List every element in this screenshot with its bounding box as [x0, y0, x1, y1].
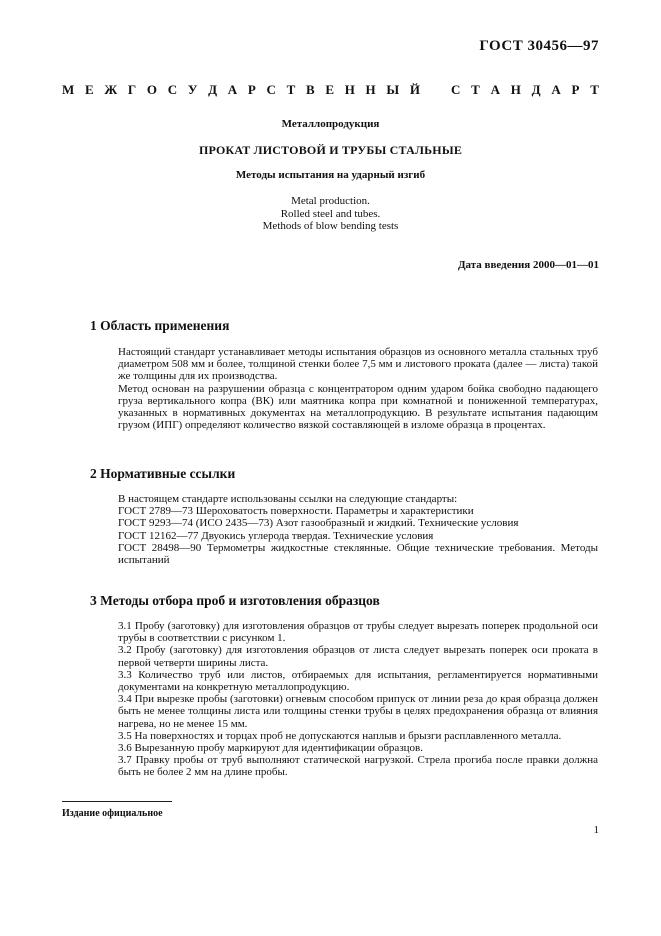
footer-divider: [62, 801, 172, 802]
clause-3-1: 3.1 Пробу (заготовку) для изготовления образцов от трубы следует вырезать поперек продольной оси трубы в соответствии с рисунком 1.: [118, 620, 598, 645]
section-1-paragraph-2: Метод основан на разрушении образца с концентратором одним ударом бойка свободно падающего груза вертикального копра (ВК) или маятника копра при комнатной и пониженной температурах, указанных в нормативных документах на металлопродукцию. В результате испытания падающим грузом (ИПГ) определяют количество вязкой составляющей в изломе образца в процентах.: [118, 382, 598, 432]
document-code: ГОСТ 30456—97: [479, 38, 599, 54]
banner-letter: Е: [325, 82, 334, 97]
banner-letter: Н: [344, 82, 355, 97]
reference-item: ГОСТ 2789—73 Шероховатость поверхности. Параметры и характеристики: [118, 505, 474, 518]
references-intro: В настоящем стандарте использованы ссылки на следующие стандарты:: [118, 493, 458, 505]
banner-letter: С: [167, 82, 178, 97]
banner-letter: А: [490, 82, 500, 97]
banner-letter: Н: [510, 82, 521, 97]
section-3-heading: 3 Методы отбора проб и изготовления образцов: [90, 593, 380, 608]
banner-letter: Ж: [104, 82, 118, 97]
reference-item: ГОСТ 28498—90 Термометры жидкостные стеклянные. Общие технические требования. Методы испытаний: [118, 541, 598, 567]
banner-letter: М: [62, 82, 75, 97]
banner-letter: Ы: [386, 82, 400, 97]
clause-3-2: 3.2 Пробу (заготовку) для изготовления образцов от листа следует вырезать поперек оси проката в первой четверти ширины листа.: [118, 644, 598, 669]
section-3-body: [90, 620, 598, 779]
section-1-heading: 1 Область применения: [90, 318, 230, 333]
english-title-line-1: Metal production.: [291, 195, 370, 207]
banner-letter: А: [551, 82, 561, 97]
category: Металлопродукция: [281, 118, 380, 130]
banner-letter: Й: [409, 82, 420, 97]
banner-letter: В: [305, 82, 315, 97]
english-title: [62, 195, 599, 233]
banner-word-standard: [451, 82, 599, 98]
banner-letter: Р: [571, 82, 580, 97]
clause-3-5: 3.5 На поверхностях и торцах проб не допускаются наплыв и брызги расплавленного металла.: [118, 729, 562, 742]
page-number: 1: [593, 824, 599, 836]
section-2-heading: 2 Нормативные ссылки: [90, 466, 236, 481]
banner-letter: Д: [208, 82, 218, 97]
banner-letter: Д: [531, 82, 541, 97]
clause-3-6: 3.6 Вырезанную пробу маркируют для идентификации образцов.: [118, 742, 423, 755]
banner-letter: У: [187, 82, 198, 97]
reference-item: ГОСТ 9293—74 (ИСО 2435—73) Азот газообразный и жидкий. Технические условия: [118, 517, 519, 530]
english-title-line-2: Rolled steel and tubes.: [280, 207, 381, 220]
banner-letter: Т: [590, 82, 599, 97]
banner-letter: Н: [365, 82, 376, 97]
official-edition-label: Издание официальное: [62, 808, 163, 819]
banner-word-interstate: [62, 82, 420, 98]
document-title: ПРОКАТ ЛИСТОВОЙ И ТРУБЫ СТАЛЬНЫЕ: [198, 143, 463, 157]
banner-letter: А: [227, 82, 238, 97]
section-1-body: [90, 346, 598, 431]
banner-letter: С: [451, 82, 461, 97]
banner-letter: Е: [84, 82, 94, 97]
section-1-paragraph-1: Настоящий стандарт устанавливает методы испытания образцов из основного металла стальных труб диаметром 508 мм и более, толщиной стенки более 7,5 мм и листового проката (далее — листа) такой же толщины для их производства.: [118, 346, 598, 383]
banner-letter: Т: [471, 82, 480, 97]
banner-letter: Т: [286, 82, 296, 97]
document-subtitle: Методы испытания на ударный изгиб: [235, 169, 426, 181]
banner-letter: Р: [247, 82, 256, 97]
standard-banner: [62, 82, 599, 98]
clause-3-7: 3.7 Правку пробы от труб выполняют статической нагрузкой. Стрела прогиба после правки должна быть не более 2 мм на длине пробы.: [118, 754, 598, 779]
section-2-body: [90, 493, 598, 566]
introduction-date: Дата введения 2000—01—01: [457, 259, 599, 271]
banner-letter: О: [146, 82, 158, 97]
clause-3-3: 3.3 Количество труб или листов, отбираемых для испытания, регламентируется нормативными документами на конкретную металлопродукцию.: [118, 668, 598, 694]
banner-letter: Г: [127, 82, 137, 97]
banner-letter: С: [266, 82, 276, 97]
english-title-line-3: Methods of blow bending tests: [262, 220, 399, 232]
reference-item: ГОСТ 12162—77 Двуокись углерода твердая. Технические условия: [118, 529, 434, 542]
clause-3-4: 3.4 При вырезке пробы (заготовки) огневым способом припуск от линии реза до края образца должен быть не менее толщины листа или толщины стенки трубы в целях предохранения образца от влияния нагрева, но не менее 15 мм.: [118, 693, 598, 730]
